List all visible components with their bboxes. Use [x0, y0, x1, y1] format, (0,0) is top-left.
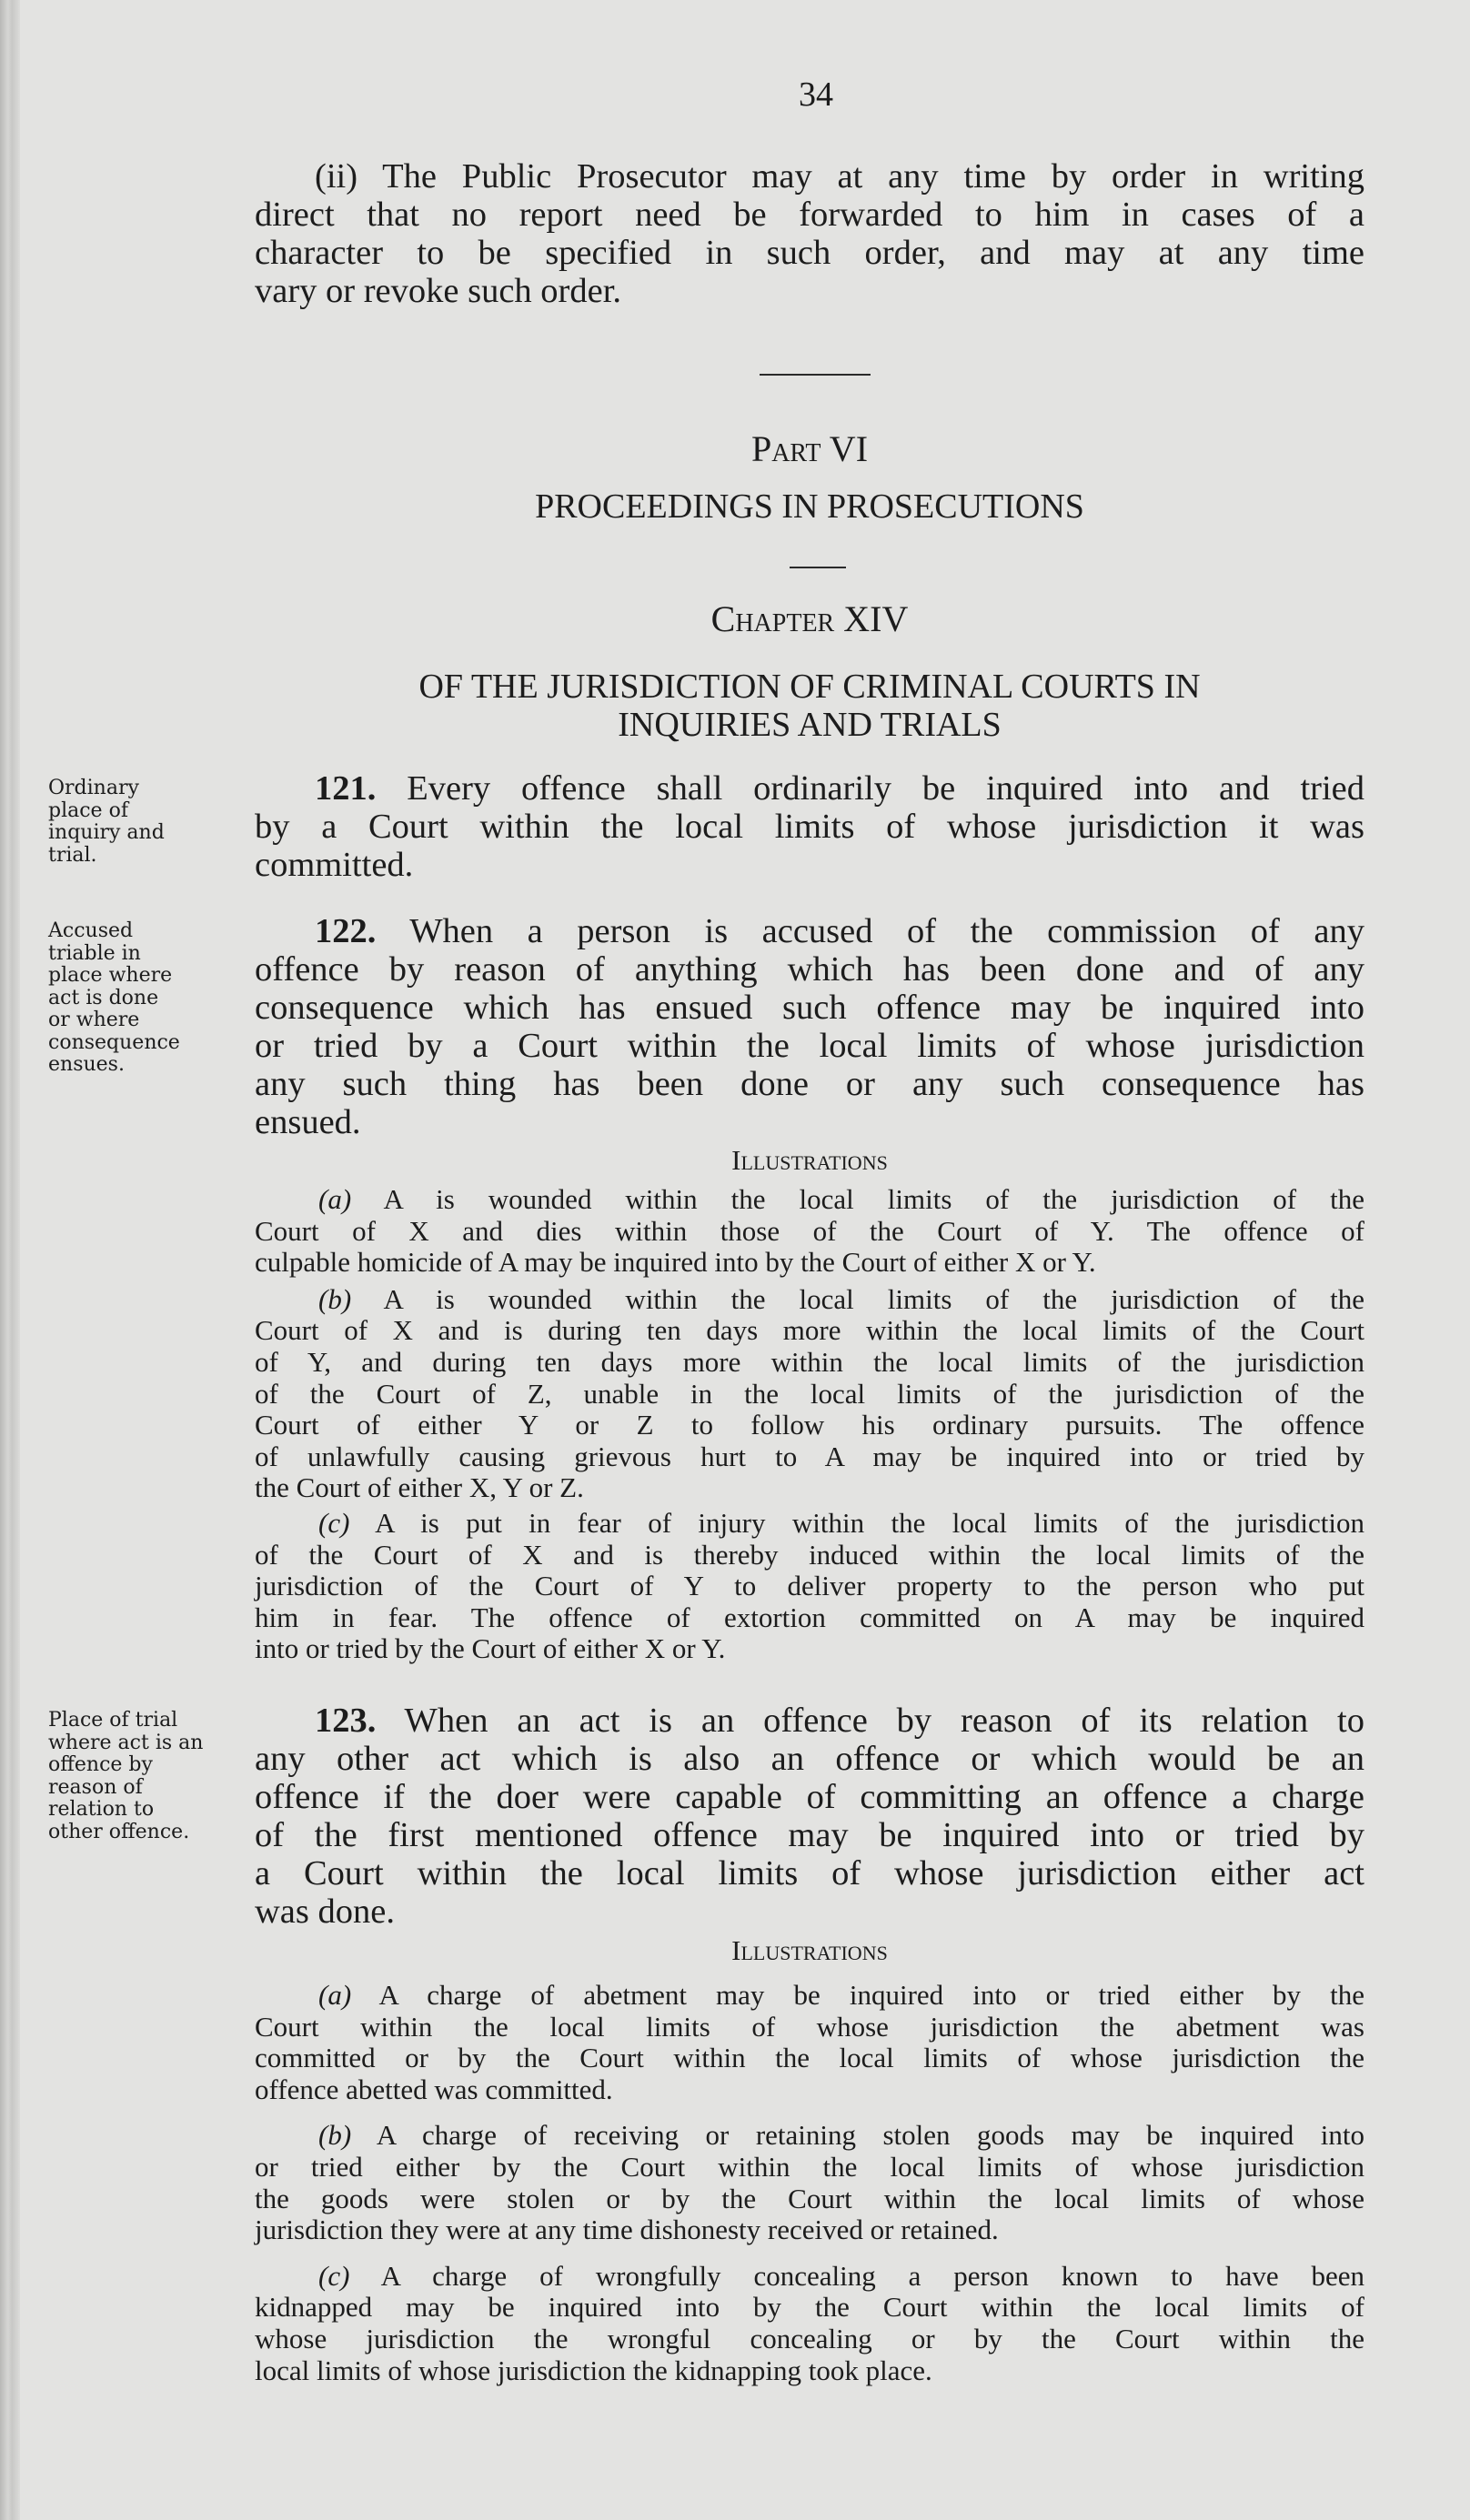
line-text: whose jurisdiction the wrongful concealing or by the Court within the: [255, 2322, 1364, 2354]
illustration-item: [255, 2261, 1364, 2386]
note-line: place of: [48, 798, 128, 822]
note-line: reason of: [48, 1775, 143, 1799]
chapter-title-line: INQUIRIES AND TRIALS: [618, 706, 1002, 744]
chapter-title: [255, 668, 1364, 744]
text-line: [255, 1472, 1364, 1504]
text-line: [255, 2152, 1364, 2184]
text-line: [255, 1065, 1364, 1103]
section-122: [255, 912, 1364, 1141]
illustration-item: [255, 1508, 1364, 1665]
illustration-item: [255, 1284, 1364, 1504]
text-line: [255, 234, 1364, 272]
margin-note-121: [48, 778, 221, 867]
text-line: [255, 2214, 1364, 2246]
part-title: PROCEEDINGS IN PROSECUTIONS: [535, 487, 1084, 526]
text-line: [255, 196, 1364, 234]
note-line: place where: [48, 964, 173, 987]
note-line: triable in: [48, 941, 141, 965]
divider: [790, 567, 846, 568]
text-line: [255, 1816, 1364, 1854]
page-binding-edge: [0, 0, 20, 2520]
line-text: A charge of receiving or retaining stolen goods may be inquired into: [351, 2119, 1364, 2152]
text-line: [255, 272, 1364, 310]
illustrations-122: [255, 1184, 1364, 1665]
line-text: consequence which has ensued such offence may be inquired into: [255, 989, 1364, 1027]
line-text: committed or by the Court within the local limits of whose jurisdiction the: [255, 2042, 1364, 2074]
text-line: [255, 1441, 1364, 1473]
note-line: act is done: [48, 986, 159, 1009]
margin-note-122: [48, 920, 221, 1077]
line-text: of Y, and during ten days more within the local limits of the jurisdiction: [255, 1345, 1364, 1378]
note-line: consequence: [48, 1030, 180, 1054]
page-number: 34: [799, 75, 833, 114]
line-text: of the Court of X and is thereby induced within the local limits of the: [255, 1538, 1364, 1571]
note-line: relation to: [48, 1798, 155, 1821]
line-text: jurisdiction of the Court of Y to deliver property to the person who put: [255, 1570, 1364, 1602]
text-line: [255, 1379, 1364, 1411]
text-line: [255, 1410, 1364, 1441]
text-line: [255, 808, 1364, 846]
margin-note-123: [48, 1710, 221, 1843]
line-text: of unlawfully causing grievous hurt to A may be inquired into or tried by: [255, 1440, 1364, 1472]
chapter-heading: Chapter XIV: [710, 598, 909, 639]
text-line: [255, 1740, 1364, 1778]
note-line: Accused: [48, 919, 134, 942]
illustration-tag: (a): [318, 1979, 352, 2011]
line-text: character to be specified in such order, and may at any time: [255, 234, 1364, 272]
text-line: [255, 1027, 1364, 1065]
line-text: kidnapped may be inquired into by the Court within the local limits of: [255, 2291, 1364, 2324]
text-line: [255, 2184, 1364, 2215]
text-line: [255, 989, 1364, 1027]
note-line: Ordinary: [48, 777, 139, 799]
line-text: or tried by a Court within the local limits of whose jurisdiction: [255, 1027, 1364, 1065]
line-text: Court within the local limits of whose jurisdiction the abetment was: [255, 2010, 1364, 2043]
illustration-tag: (b): [318, 2119, 352, 2152]
text-line: [255, 1893, 1364, 1931]
line-text: committed.: [255, 846, 414, 884]
text-line: [255, 1184, 1364, 1216]
line-text: of the Court of Z, unable in the local limits of the jurisdiction of the: [255, 1377, 1364, 1410]
text-line: [255, 1854, 1364, 1893]
part-heading: Part VI: [750, 428, 869, 469]
note-line: trial.: [48, 843, 97, 867]
illustration-item: [255, 1980, 1364, 2105]
note-line: inquiry and: [48, 821, 165, 844]
illustrations-heading: Illustrations: [731, 1934, 888, 1966]
line-text: the Court of either X, Y or Z.: [255, 1471, 584, 1504]
line-text: Court of X and is during ten days more within the local limits of the Court: [255, 1314, 1364, 1347]
text-line: [255, 1347, 1364, 1379]
line-text: of the first mentioned offence may be inquired into or tried by: [255, 1816, 1364, 1854]
text-line: [255, 1247, 1364, 1279]
line-text: A is wounded within the local limits of the jurisdiction of the: [351, 1183, 1364, 1215]
line-text: him in fear. The offence of extortion committed on A may be inquired: [255, 1601, 1364, 1633]
section-123: [255, 1702, 1364, 1931]
line-text: the goods were stolen or by the Court within the local limits of whose: [255, 2182, 1364, 2214]
text-line: [255, 846, 1364, 884]
divider: [760, 374, 871, 376]
line-text: local limits of whose jurisdiction the kidnapping took place.: [255, 2354, 932, 2386]
line-text: vary or revoke such order.: [255, 272, 622, 310]
illustration-tag: (c): [318, 2259, 350, 2292]
text-line: [255, 2261, 1364, 2293]
line-text: Court of X and dies within those of the Court of Y. The offence of: [255, 1214, 1364, 1247]
illustration-item: [255, 2120, 1364, 2245]
illustrations-123: [255, 1980, 1364, 2386]
text-line: [255, 769, 1364, 808]
line-text: (ii) The Public Prosecutor may at any time by order in writing: [315, 157, 1364, 196]
text-line: [255, 1980, 1364, 2012]
illustrations-heading: Illustrations: [731, 1144, 888, 1176]
paragraph-ii: [255, 157, 1364, 310]
line-text: ensued.: [255, 1103, 361, 1141]
text-line: [255, 1602, 1364, 1634]
note-line: where act is an: [48, 1731, 204, 1754]
text-line: [255, 2292, 1364, 2324]
section-number: 123.: [315, 1702, 377, 1740]
illustration-tag: (a): [318, 1183, 352, 1215]
line-text: any such thing has been done or any such consequence has: [255, 1065, 1364, 1103]
text-line: [255, 1540, 1364, 1571]
line-text: into or tried by the Court of either X or Y.: [255, 1632, 726, 1665]
chapter-title-line: OF THE JURISDICTION OF CRIMINAL COURTS IN: [418, 668, 1201, 706]
line-text: was done.: [255, 1893, 395, 1931]
line-text: When a person is accused of the commission of any: [376, 912, 1364, 950]
text-line: [255, 1103, 1364, 1141]
text-line: [255, 2120, 1364, 2152]
illustration-tag: (b): [318, 1282, 352, 1315]
note-line: ensues.: [48, 1053, 125, 1076]
line-text: A charge of wrongfully concealing a person known to have been: [349, 2259, 1364, 2292]
text-line: [255, 950, 1364, 989]
line-text: Court of either Y or Z to follow his ordinary pursuits. The offence: [255, 1409, 1364, 1441]
illustration-tag: (c): [318, 1506, 350, 1539]
text-line: [255, 157, 1364, 196]
line-text: When an act is an offence by reason of its relation to: [376, 1702, 1364, 1740]
line-text: A is wounded within the local limits of the jurisdiction of the: [351, 1282, 1364, 1315]
line-text: a Court within the local limits of whose jurisdiction either act: [255, 1854, 1364, 1893]
illustration-item: [255, 1184, 1364, 1279]
section-number: 122.: [315, 912, 377, 950]
text-line: [255, 2074, 1364, 2106]
note-line: other offence.: [48, 1820, 190, 1843]
section-121: [255, 769, 1364, 884]
text-line: [255, 2355, 1364, 2387]
text-line: [255, 1702, 1364, 1740]
line-text: A charge of abetment may be inquired into or tried either by the: [351, 1979, 1364, 2011]
line-text: direct that no report need be forwarded to him in cases of a: [255, 196, 1364, 234]
line-text: offence if the doer were capable of committing an offence a charge: [255, 1778, 1364, 1816]
line-text: jurisdiction they were at any time dishonesty received or retained.: [255, 2214, 999, 2246]
text-line: [255, 1571, 1364, 1602]
text-line: [255, 1284, 1364, 1316]
text-line: [255, 1508, 1364, 1540]
text-line: [255, 912, 1364, 950]
line-text: offence abetted was committed.: [255, 2073, 613, 2105]
text-line: [255, 1315, 1364, 1347]
line-text: or tried either by the Court within the local limits of whose jurisdiction: [255, 2150, 1364, 2183]
note-line: offence by: [48, 1753, 153, 1776]
text-line: [255, 1633, 1364, 1665]
line-text: any other act which is also an offence or which would be an: [255, 1740, 1364, 1778]
note-line: or where: [48, 1009, 140, 1031]
line-text: A is put in fear of injury within the local limits of the jurisdiction: [349, 1506, 1364, 1539]
text-line: [255, 2012, 1364, 2043]
text-line: [255, 2043, 1364, 2074]
line-text: by a Court within the local limits of whose jurisdiction it was: [255, 808, 1364, 846]
text-line: [255, 1216, 1364, 1248]
line-text: offence by reason of anything which has been done and of any: [255, 950, 1364, 989]
section-number: 121.: [315, 769, 377, 808]
note-line: Place of trial: [48, 1709, 178, 1732]
line-text: culpable homicide of A may be inquired into by the Court of either X or Y.: [255, 1246, 1096, 1279]
text-line: [255, 1778, 1364, 1816]
line-text: Every offence shall ordinarily be inquired into and tried: [376, 769, 1364, 808]
text-line: [255, 2324, 1364, 2355]
